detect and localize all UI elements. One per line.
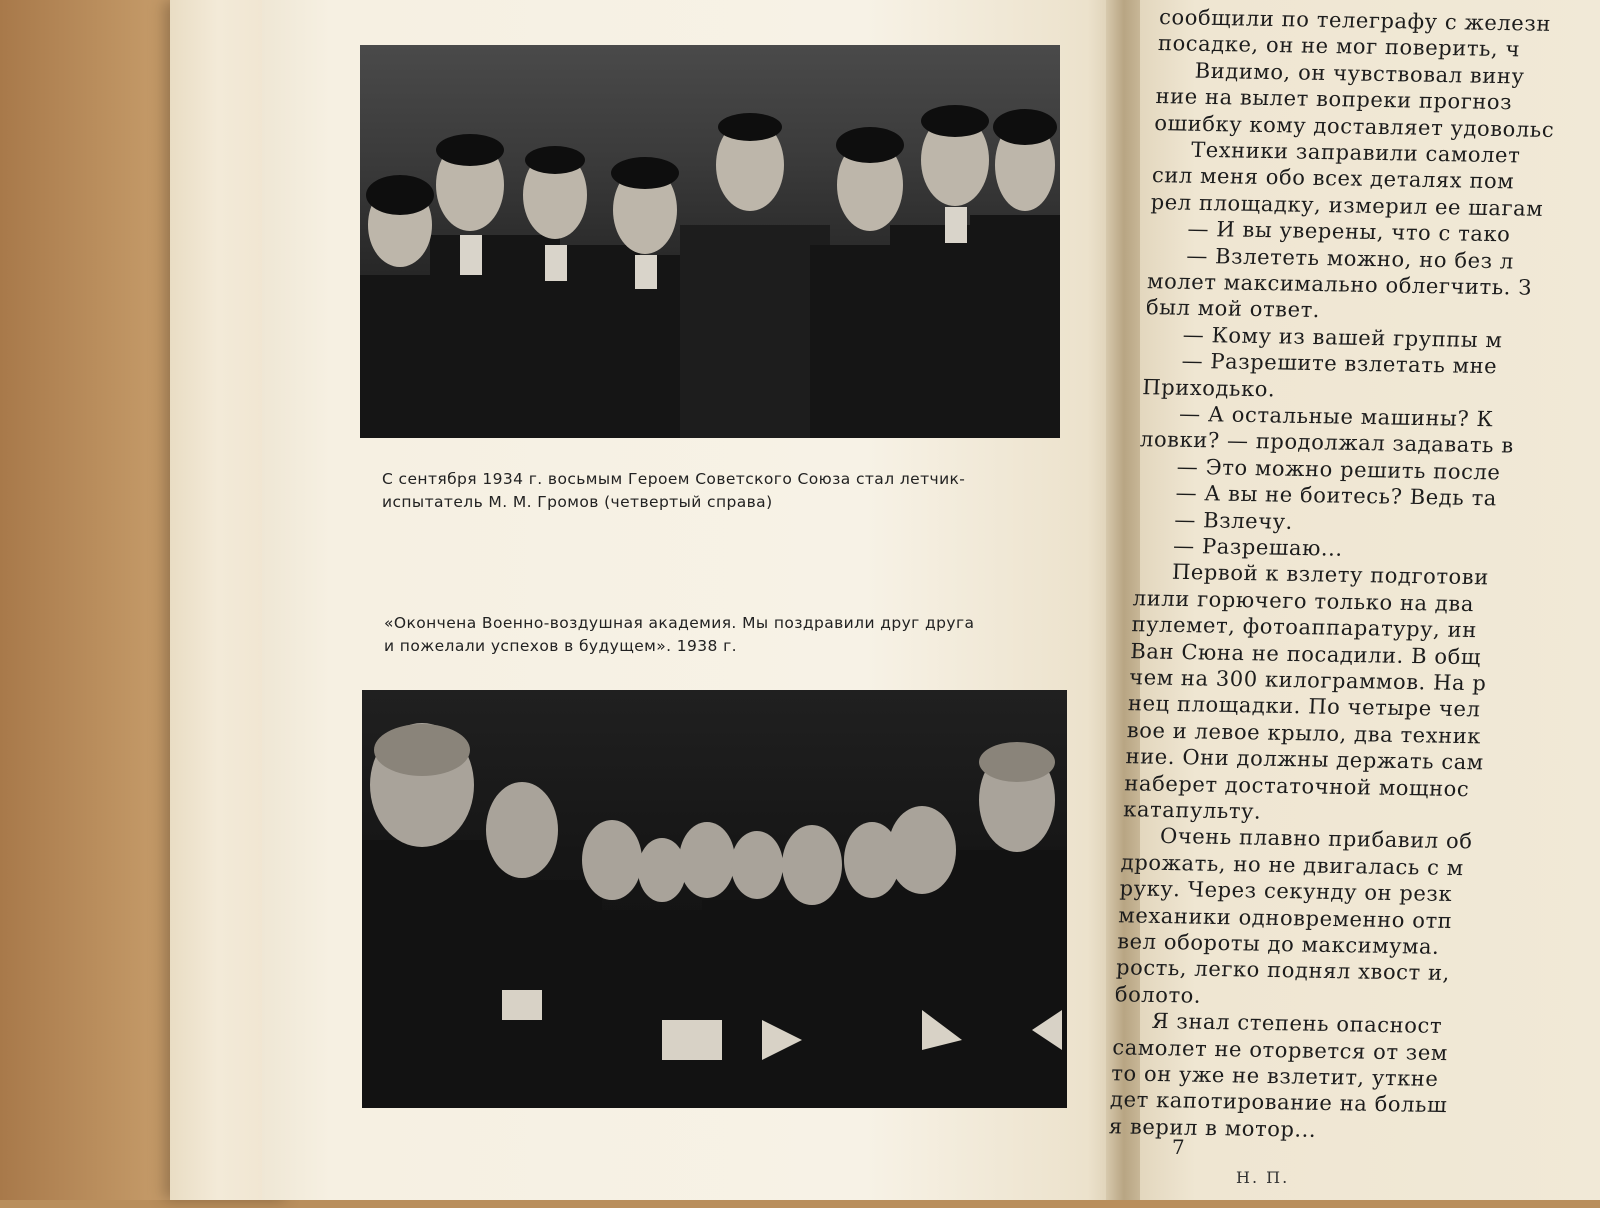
text-line: ошибку кому доставляет удовольс — [1153, 110, 1555, 142]
caption-bottom-photo — [384, 612, 1064, 658]
text-line: Очень плавно прибавил об — [1159, 824, 1474, 854]
photo-academy-graduates — [362, 690, 1067, 1108]
caption-top-line: испытатель М. М. Громов (четвертый справа) — [382, 493, 773, 511]
text-line: руку. Через секунду он резк — [1119, 876, 1453, 907]
text-line: Приходько. — [1141, 374, 1276, 402]
text-line: Техники заправили самолет — [1190, 137, 1521, 168]
text-line: Видимо, он чувствовал вину — [1194, 58, 1526, 89]
text-line: Первой к взлету подготови — [1171, 560, 1490, 590]
text-line: вое и левое крыло, два техник — [1126, 717, 1482, 749]
text-line: дет капотирование на больш — [1109, 1087, 1448, 1118]
photo-gromov-group — [360, 45, 1060, 438]
text-line: — И вы уверены, что с тако — [1187, 216, 1512, 247]
text-line: — Кому из вашей группы м — [1182, 322, 1503, 353]
page-number: 7 — [1172, 1135, 1185, 1159]
photo-academy-graduates-figures — [362, 690, 1067, 1108]
text-line: — Это можно решить после — [1176, 454, 1502, 485]
caption-bottom-line: и пожелали успехов в будущем». 1938 г. — [384, 637, 738, 655]
text-line: ловки? — продолжал задавать в — [1139, 427, 1515, 459]
text-line: то он уже не взлетит, уткне — [1110, 1061, 1440, 1091]
text-line: лили горючего только на два — [1132, 585, 1475, 616]
text-line: болото. — [1114, 982, 1202, 1008]
footer-signature: Н. П. — [1236, 1168, 1290, 1187]
text-line: сил меня обо всех деталях пом — [1151, 163, 1515, 194]
caption-bottom-line: «Окончена Военно-воздушная академия. Мы поздравили друг друга — [384, 614, 975, 632]
text-line: Я знал степень опасност — [1151, 1009, 1443, 1039]
text-line: молет максимально облегчить. З — [1146, 269, 1533, 300]
text-line: дрожать, но не двигалась с м — [1120, 849, 1465, 880]
text-line: — Взлечу. — [1173, 507, 1294, 534]
text-line: пулемет, фотоаппаратуру, ин — [1131, 612, 1478, 643]
text-line: Ван Сюна не посадили. В общ — [1129, 638, 1482, 669]
text-line: — А вы не боитесь? Ведь та — [1175, 480, 1498, 511]
text-line: посадке, он не мог поверить, ч — [1157, 31, 1521, 62]
text-line: сообщили по телеграфу с железн — [1158, 5, 1552, 36]
right-page-text — [1106, 0, 1600, 1208]
text-line: — Взлететь можно, но без л — [1185, 243, 1515, 274]
text-line: вел обороты до максимума. — [1116, 929, 1441, 959]
text-line: был мой ответ. — [1145, 295, 1321, 323]
text-line: чем на 300 килограммов. На р — [1128, 665, 1488, 696]
photo-gromov-group-figures — [360, 45, 1060, 438]
text-line: рел площадку, измерил ее шагам — [1150, 189, 1544, 221]
text-line: рость, легко поднял хвост и, — [1115, 955, 1451, 986]
text-line: механики одновременно отп — [1117, 902, 1453, 933]
text-line: ние. Они должны держать сам — [1125, 744, 1485, 775]
text-line: нец площадки. По четыре чел — [1127, 691, 1481, 722]
text-line: наберет достаточной мощнос — [1123, 770, 1470, 801]
text-line: ние на вылет вопреки прогноз — [1155, 84, 1513, 115]
text-line: катапульту. — [1122, 797, 1262, 824]
text-line: я верил в мотор... — [1108, 1114, 1317, 1142]
text-line: самолет не оторвется от зем — [1111, 1034, 1449, 1065]
caption-top-photo — [382, 468, 1062, 514]
text-line: — Разрешаю... — [1172, 533, 1344, 561]
text-line: — А остальные машины? К — [1178, 401, 1494, 432]
text-line: — Разрешите взлетать мне — [1181, 348, 1498, 379]
caption-top-line: С сентября 1934 г. восьмым Героем Советского Союза стал летчик- — [382, 470, 966, 488]
